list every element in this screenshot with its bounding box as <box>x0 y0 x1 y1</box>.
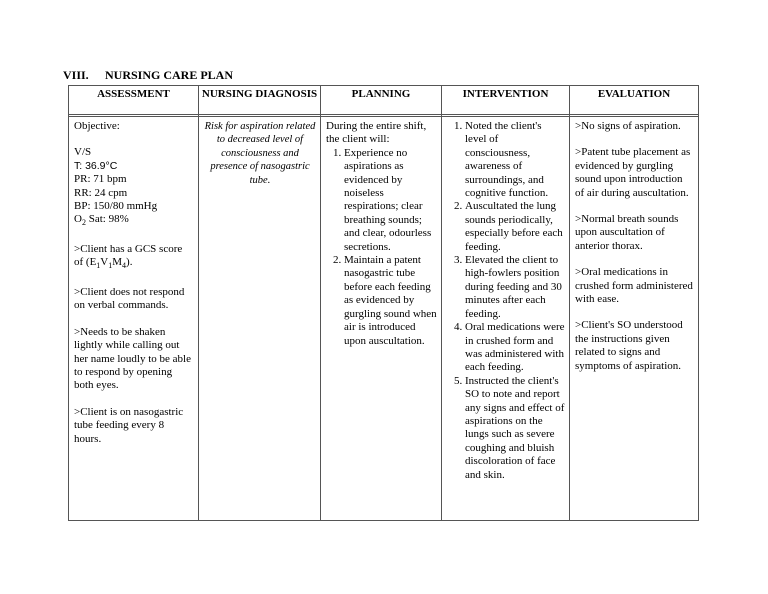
list-item: 3. Elevated the client to high-fowlers position during feeding and 30 minutes after each feeding. <box>465 254 565 321</box>
vs-label: V/S <box>74 146 92 159</box>
diagnosis-cell <box>199 117 321 521</box>
assessment-note: >Client is on nasogastric tube feeding every 8 hours. <box>74 405 184 445</box>
planning-intro: During the entire shift, the client will: <box>326 120 427 146</box>
list-item: 1. Experience no aspirations as evidenced by noiseless respirations; clear breathing sounds; and clear, odourless secretions. <box>344 147 437 254</box>
care-plan-table <box>68 85 699 521</box>
header-planning: PLANNING <box>321 86 442 115</box>
pulse-rate: PR: 71 bpm <box>74 173 127 186</box>
header-intervention: INTERVENTION <box>442 86 570 115</box>
respiratory-rate: RR: 24 cpm <box>74 186 128 199</box>
list-item: 5. Instructed the client's SO to note and report any signs and effect of aspirations on the lungs such as severe coughing and bluish discoloration of face and skin. <box>465 375 565 482</box>
evaluation-item: >Normal breath sounds upon auscultation of anterior thorax. <box>575 213 679 252</box>
evaluation-item: >Patent tube placement as evidenced by gurgling sound upon introduction of air during auscultation. <box>575 146 691 199</box>
list-item: 1. Noted the client's level of consciousness, awareness of surroundings, and cognitive function. <box>465 120 565 200</box>
planning-cell <box>321 117 442 521</box>
header-row <box>69 86 699 115</box>
content-row <box>69 117 699 521</box>
gcs-note: >Client has a GCS score of $(E_1V_1M_4)$. <box>74 243 183 271</box>
evaluation-item: >Oral medications in crushed form administered with ease. <box>575 266 693 306</box>
section-heading <box>63 68 233 83</box>
assessment-note: >Needs to be shaken lightly while calling out her name loudly to be able to respond by opening both eyes. <box>74 325 191 392</box>
intervention-cell <box>442 117 570 521</box>
blood-pressure: BP: 150/80 mmHg <box>74 200 158 213</box>
objective-label: Objective: <box>74 120 120 132</box>
section-number: VIII. <box>63 68 89 82</box>
evaluation-cell <box>570 117 699 521</box>
header-evaluation: EVALUATION <box>570 86 699 115</box>
list-item: 4. Oral medications were in crushed form and was administered with each feeding. <box>465 321 565 375</box>
header-assessment: ASSESSMENT <box>69 86 199 115</box>
header-nursing-diagnosis: NURSING DIAGNOSIS <box>199 86 321 115</box>
list-item: 2. Auscultated the lung sounds periodically, especially before each feeding. <box>465 200 565 254</box>
section-title: NURSING CARE PLAN <box>105 68 234 82</box>
assessment-note: >Client does not respond on verbal commands. <box>74 286 185 312</box>
list-item: 2. Maintain a patent nasogastric tube before each feeding as evidenced by gurgling sound when air is introduced upon auscultation. <box>344 254 437 348</box>
planning-list <box>326 147 437 348</box>
evaluation-item: >Client's SO understood the instructions given related to signs and symptoms of aspiration. <box>575 319 683 372</box>
oxygen-saturation: $O_2$ Sat: 98% <box>74 213 129 228</box>
temperature: T: 36.9°C <box>74 159 118 172</box>
nursing-diagnosis-text: Risk for aspiration related to decreased level of consciousness and presence of nasogastric tube. <box>204 121 316 186</box>
evaluation-item: >No signs of aspiration. <box>575 120 681 132</box>
intervention-list <box>447 120 565 482</box>
assessment-cell <box>69 117 199 521</box>
vital-signs <box>74 146 194 230</box>
